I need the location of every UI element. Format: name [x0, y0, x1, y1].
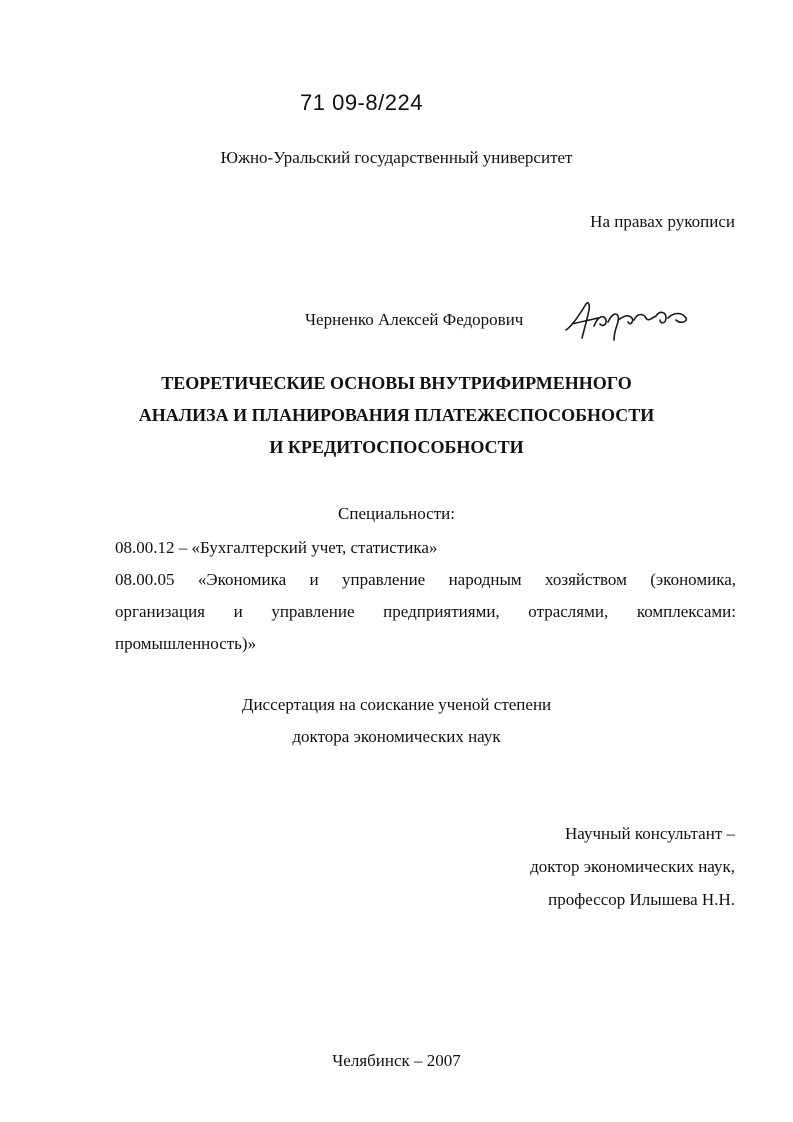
dissertation-degree-line-1: Диссертация на соискание ученой степени — [241, 695, 552, 714]
consultant-degree: доктор экономических наук, — [530, 857, 735, 876]
title-line-2: АНАЛИЗА И ПЛАНИРОВАНИЯ ПЛАТЕЖЕСПОСОБНОСТИ — [138, 405, 655, 425]
specialty-item-2-line-2: организация и управление предприятиями, отраслями, комплексами: — [115, 602, 736, 621]
consultant-name: профессор Илышева Н.Н. — [548, 890, 735, 909]
university-name: Южно-Уральский государственный университет — [220, 148, 573, 167]
specialty-item-2-line-3: промышленность)» — [115, 634, 257, 653]
specialties-list — [115, 532, 736, 660]
consultant-title: Научный консультант – — [565, 824, 735, 843]
specialties-heading: Специальности: — [338, 504, 455, 523]
manuscript-rights-note: На правах рукописи — [590, 212, 735, 231]
dissertation-degree-line-2: доктора экономических наук — [292, 727, 501, 746]
title-line-3: И КРЕДИТОСПОСОБНОСТИ — [269, 437, 524, 457]
handwritten-signature-icon — [562, 296, 692, 351]
author-name: Черненко Алексей Федорович — [305, 310, 524, 329]
title-line-1: ТЕОРЕТИЧЕСКИЕ ОСНОВЫ ВНУТРИФИРМЕННОГО — [161, 373, 632, 393]
place-year: Челябинск – 2007 — [332, 1051, 461, 1070]
specialty-item-2-line-1: 08.00.05 «Экономика и управление народным хозяйством (экономика, — [115, 570, 736, 589]
registry-code: 71 09-8/224 — [300, 90, 423, 115]
specialty-item-1: 08.00.12 – «Бухгалтерский учет, статистика» — [115, 538, 438, 557]
